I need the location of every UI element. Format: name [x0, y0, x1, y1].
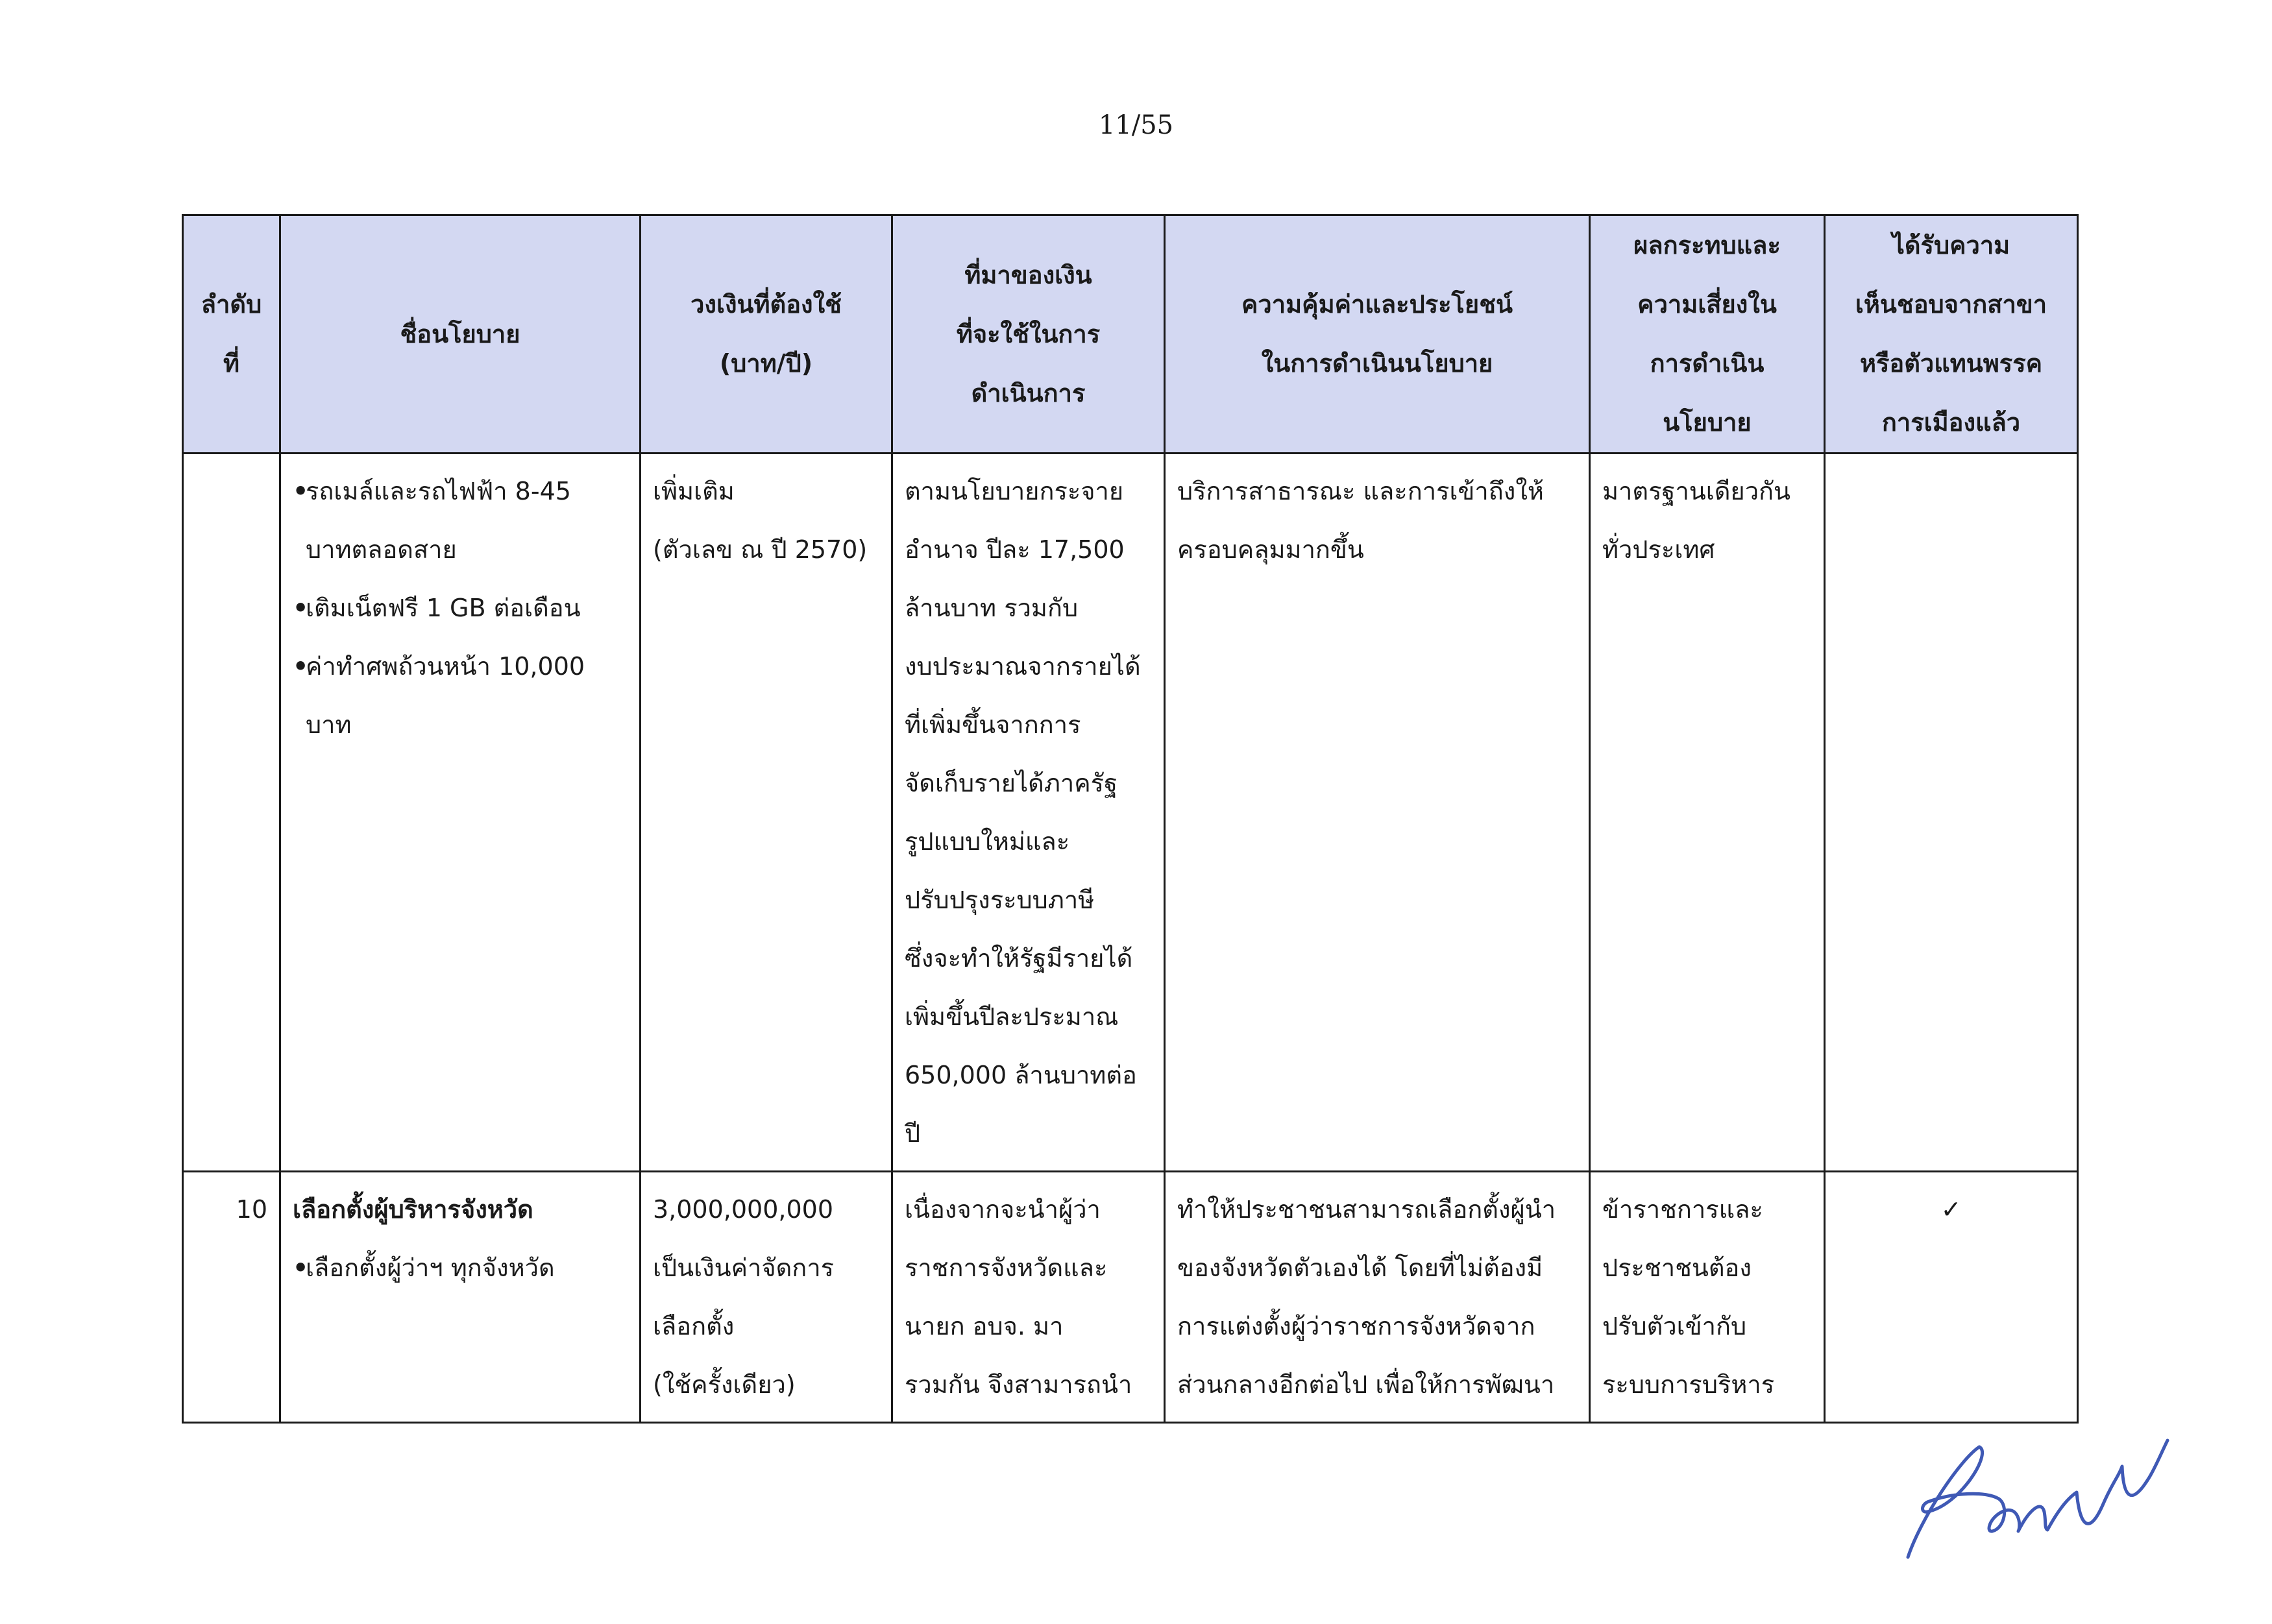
budget-cell: [641, 1172, 892, 1423]
bullet-icon: •: [293, 594, 309, 622]
policy-bullet: [293, 1239, 628, 1297]
fund-source-line: นายก อบจ. มา: [905, 1312, 1064, 1340]
signature: [1882, 1414, 2180, 1570]
page-number: 11/55: [1098, 110, 1174, 140]
fund-source-line: ล้านบาท รวมกับ: [905, 594, 1079, 622]
risk-line: ประชาชนต้อง: [1602, 1254, 1752, 1282]
header-row: [183, 215, 2078, 454]
fund-source-line: อำนาจ ปีละ 17,500: [905, 535, 1125, 564]
policy-cell: [280, 454, 641, 1172]
policy-bullet-text: รถเมล์และรถไฟฟ้า 8-45: [306, 477, 571, 505]
approval-cell: [1825, 454, 2078, 1172]
header-line: (บาท/ปี): [719, 349, 813, 378]
risk-line: ทั่วประเทศ: [1602, 535, 1715, 564]
row-number: 10: [183, 1172, 280, 1423]
header-line: ผลกระทบและ: [1633, 231, 1781, 260]
bullet-icon: •: [293, 652, 309, 681]
policy-bullet-text: เติมเน็ตฟรี 1 GB ต่อเดือน: [306, 594, 581, 622]
risk-line: ข้าราชการและ: [1602, 1195, 1763, 1224]
header-no: [183, 215, 280, 454]
header-line: ความเสี่ยงใน: [1637, 290, 1777, 319]
policy-title: เลือกตั้งผู้บริหารจังหวัด: [293, 1195, 533, 1224]
header-budget: [641, 215, 892, 454]
budget-line: (ใช้ครั้งเดียว): [653, 1370, 796, 1399]
header-line: ที่: [223, 349, 240, 378]
fund-source-line: ราชการจังหวัดและ: [905, 1254, 1108, 1282]
header-impact-risk: [1590, 215, 1825, 454]
policy-bullet-text: เลือกตั้งผู้ว่าฯ ทุกจังหวัด: [306, 1254, 555, 1282]
fund-source-line: จัดเก็บรายได้ภาครัฐ: [905, 769, 1118, 797]
risk-line: ระบบการบริหาร: [1602, 1370, 1775, 1399]
fund-source-cell: [892, 454, 1165, 1172]
table-row: [183, 1172, 2078, 1423]
fund-source-cell: [892, 1172, 1165, 1423]
risk-line: มาตรฐานเดียวกัน: [1602, 477, 1791, 505]
header-line: การเมืองแล้ว: [1881, 408, 2021, 437]
policy-bullet: [293, 462, 628, 520]
policy-cell: [280, 1172, 641, 1423]
bullet-icon: •: [293, 477, 309, 505]
fund-source-line: ปรับปรุงระบบภาษี: [905, 886, 1095, 914]
fund-source-line: ตามนโยบายกระจาย: [905, 477, 1124, 505]
fund-source-line: รวมกัน จึงสามารถนำ: [905, 1370, 1132, 1399]
benefit-cell: [1165, 1172, 1590, 1423]
checkmark-icon: ✓: [1825, 1172, 2078, 1423]
header-approval: [1825, 215, 2078, 454]
table-row: [183, 454, 2078, 1172]
header-line: ได้รับความ: [1892, 231, 2010, 260]
header-benefit: [1165, 215, 1590, 454]
header-fund-source: [892, 215, 1165, 454]
budget-line: เลือกตั้ง: [653, 1312, 735, 1340]
risk-line: ปรับตัวเข้ากับ: [1602, 1312, 1747, 1340]
header-line: ดำเนินการ: [971, 378, 1086, 407]
policy-bullet: [293, 637, 628, 696]
fund-source-line: รูปแบบใหม่และ: [905, 827, 1070, 856]
fund-source-line: ซึ่งจะทำให้รัฐมีรายได้: [905, 944, 1133, 973]
header-line: เห็นชอบจากสาขา: [1855, 290, 2047, 319]
benefit-line: ของจังหวัดตัวเองได้ โดยที่ไม่ต้องมี: [1177, 1254, 1543, 1282]
policy-table: [182, 214, 2079, 1424]
header-line: วงเงินที่ต้องใช้: [690, 290, 842, 319]
header-line: ในการดำเนินนโยบาย: [1261, 349, 1493, 378]
fund-source-line: เพิ่มขึ้นปีละประมาณ: [905, 1002, 1119, 1031]
benefit-line: การแต่งตั้งผู้ว่าราชการจังหวัดจาก: [1177, 1312, 1535, 1340]
fund-source-line: งบประมาณจากรายได้: [905, 652, 1141, 681]
policy-bullet-continuation: บาทตลอดสาย: [306, 535, 457, 564]
budget-line: เพิ่มเติม: [653, 477, 735, 505]
budget-cell: [641, 454, 892, 1172]
bullet-icon: •: [293, 1254, 309, 1282]
risk-cell: [1590, 1172, 1825, 1423]
benefit-line: ทำให้ประชาชนสามารถเลือกตั้งผู้นำ: [1177, 1195, 1556, 1224]
fund-source-line: ปี: [905, 1119, 921, 1148]
risk-cell: [1590, 454, 1825, 1172]
benefit-line: ครอบคลุมมากขึ้น: [1177, 535, 1364, 564]
header-line: นโยบาย: [1663, 408, 1752, 437]
header-line: ชื่อนโยบาย: [400, 319, 520, 348]
benefit-line: บริการสาธารณะ และการเข้าถึงให้: [1177, 477, 1544, 505]
budget-line: 3,000,000,000: [653, 1195, 834, 1224]
benefit-line: ส่วนกลางอีกต่อไป เพื่อให้การพัฒนา: [1177, 1370, 1555, 1399]
benefit-cell: [1165, 454, 1590, 1172]
budget-line: เป็นเงินค่าจัดการ: [653, 1254, 835, 1282]
header-policy-name: [280, 215, 641, 454]
row-number: [183, 454, 280, 1172]
policy-bullet-text: ค่าทำศพถ้วนหน้า 10,000: [306, 652, 585, 681]
fund-source-line: 650,000 ล้านบาทต่อ: [905, 1061, 1137, 1089]
header-line: ลำดับ: [201, 290, 262, 319]
fund-source-line: ที่เพิ่มขึ้นจากการ: [905, 710, 1081, 739]
fund-source-line: เนื่องจากจะนำผู้ว่า: [905, 1195, 1101, 1224]
header-line: ที่มาของเงิน: [964, 260, 1092, 289]
budget-line: (ตัวเลข ณ ปี 2570): [653, 535, 868, 564]
policy-bullet-continuation: บาท: [306, 710, 352, 739]
policy-bullet: [293, 579, 628, 637]
header-line: ความคุ้มค่าและประโยชน์: [1241, 290, 1513, 319]
header-line: ที่จะใช้ในการ: [956, 319, 1101, 348]
header-line: หรือตัวแทนพรรค: [1859, 349, 2043, 378]
header-line: การดำเนิน: [1650, 349, 1765, 378]
